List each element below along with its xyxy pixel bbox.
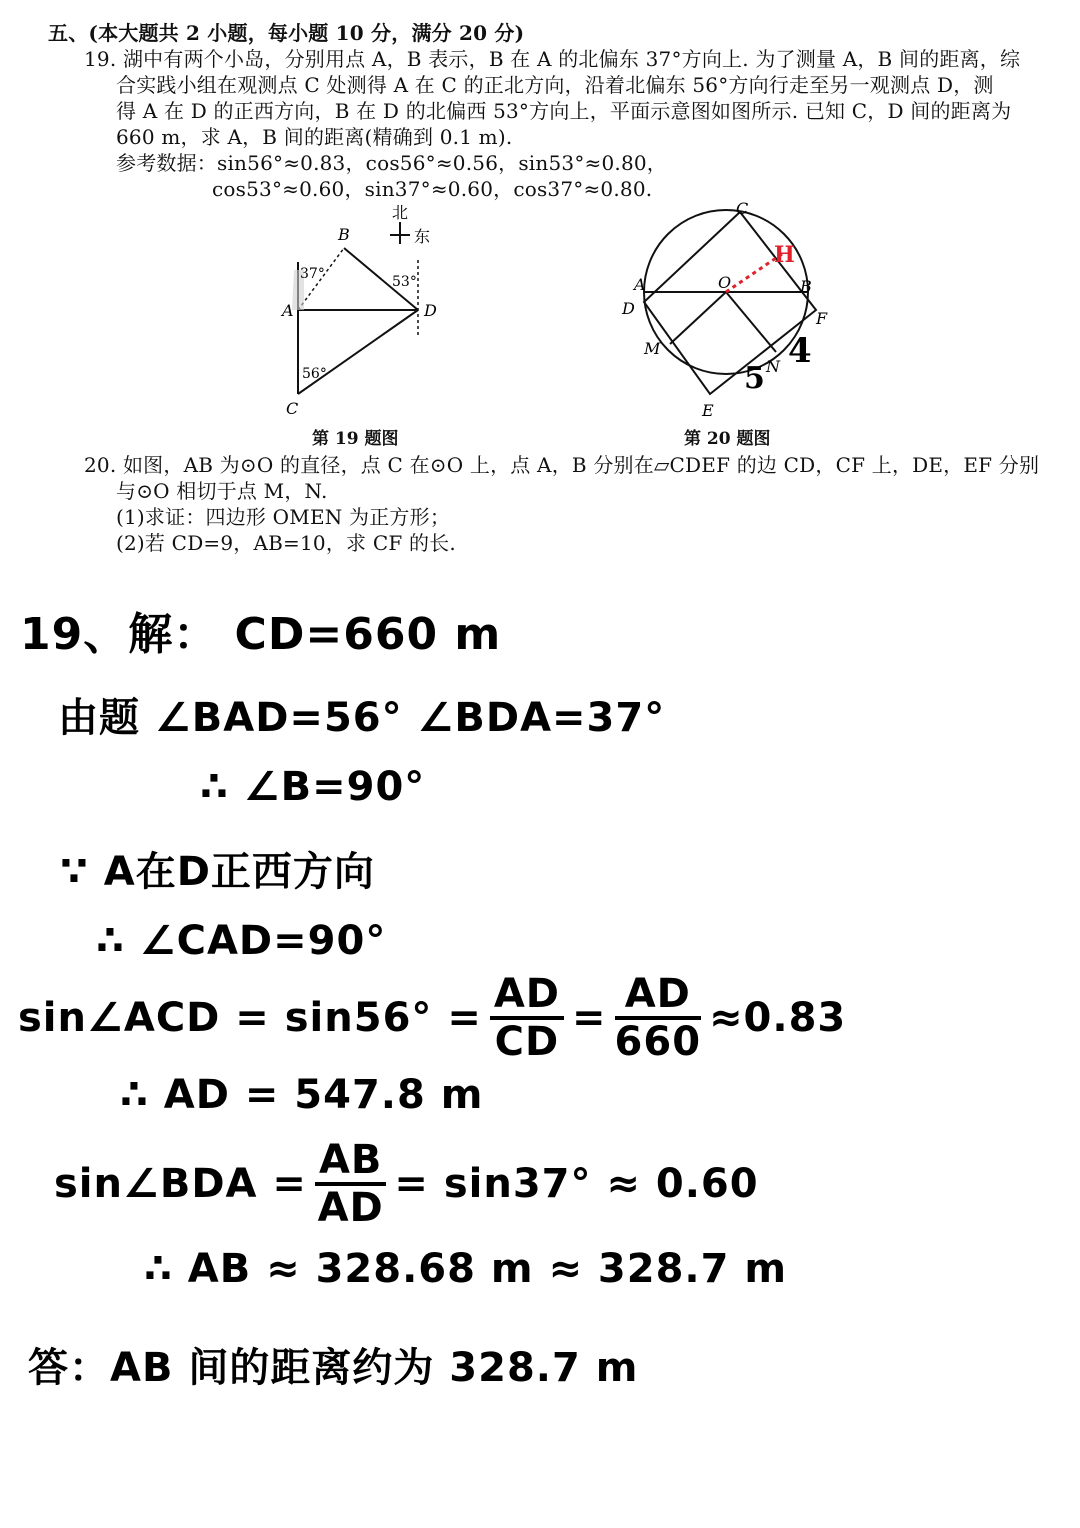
- annotation-H-label: H: [774, 242, 795, 268]
- fraction-denominator: CD: [494, 1019, 560, 1065]
- point-D-label: D: [622, 299, 635, 318]
- fraction-numerator: AD: [615, 972, 702, 1020]
- q19-line: 660 m，求 A，B 间的距离(精确到 0.1 m).: [116, 125, 513, 149]
- point-F-label: F: [816, 309, 828, 328]
- solution-line-7: ∴ AD = 547.8 m: [120, 1072, 484, 1118]
- solution-line-6-left: sin∠ACD = sin56° =: [18, 995, 482, 1041]
- q19-line: 合实践小组在观测点 C 处测得 A 在 C 的正北方向，沿着北偏东 56°方向行走至另一观测点 D，测: [116, 73, 994, 97]
- handwritten-mark-5: 5: [744, 361, 765, 396]
- point-D-label: D: [424, 301, 437, 320]
- angle-56-label: 56°: [302, 366, 327, 382]
- solution-line-8-left: sin∠BDA =: [54, 1161, 307, 1207]
- point-C-label: C: [736, 199, 749, 218]
- compass-east-label: 东: [414, 227, 431, 246]
- solution-answer: 答：AB 间的距离约为 328.7 m: [28, 1345, 639, 1391]
- figure-19: [270, 200, 470, 420]
- point-A-label: A: [634, 275, 646, 294]
- point-B-label: B: [338, 225, 350, 244]
- solution-line-8-right: = sin37° ≈ 0.60: [394, 1161, 759, 1207]
- q20-line: 20. 如图，AB 为⊙O 的直径，点 C 在⊙O 上，点 A，B 分别在▱CDEF 的边 CD，CF 上，DE，EF 分别: [84, 453, 1040, 477]
- fraction-numerator: AB: [315, 1138, 386, 1186]
- angle-37-label: 37°: [300, 266, 325, 282]
- figure-19-caption: 第 19 题图: [312, 429, 399, 449]
- fraction-denominator: AD: [317, 1185, 384, 1231]
- q20-subquestion: (2)若 CD=9，AB=10，求 CF 的长.: [116, 531, 456, 555]
- point-E-label: E: [702, 401, 714, 420]
- section-header: 五、(本大题共 2 小题，每小题 10 分，满分 20 分): [48, 21, 525, 45]
- point-N-label: N: [766, 357, 780, 376]
- point-C-label: C: [286, 399, 299, 418]
- center-O-label: O: [718, 273, 732, 292]
- point-B-label: B: [800, 277, 812, 296]
- solution-line-6-right: ≈0.83: [709, 995, 847, 1041]
- q19-reference-data: cos53°≈0.60，sin37°≈0.60，cos37°≈0.80.: [212, 177, 653, 201]
- equals-sign: =: [572, 995, 607, 1041]
- q20-line: 与⊙O 相切于点 M，N.: [116, 479, 328, 503]
- handwritten-mark-4: 4: [788, 331, 812, 371]
- solution-line-2: 由题 ∠BAD=56° ∠BDA=37°: [58, 695, 666, 741]
- fraction-numerator: AD: [490, 972, 564, 1020]
- solution-line-8: [54, 1134, 759, 1234]
- solution-line-5: ∴ ∠CAD=90°: [96, 918, 387, 964]
- fraction-denominator: 660: [614, 1019, 702, 1065]
- point-A-label: A: [282, 301, 294, 320]
- printed-question-sheet: [0, 0, 1080, 560]
- solution-line-3: ∴ ∠B=90°: [200, 764, 426, 810]
- solution-line-6: [18, 968, 846, 1068]
- point-M-label: M: [644, 339, 661, 358]
- q19-line: 得 A 在 D 的正西方向，B 在 D 的北偏西 53°方向上，平面示意图如图所示. 已知 C，D 间的距离为: [116, 99, 1012, 123]
- figure-20: [610, 196, 850, 426]
- fraction-ab-over-ad: [315, 1138, 386, 1230]
- solution-line-1: 19、解： CD=660 m: [20, 609, 502, 660]
- compass-north-label: 北: [392, 203, 409, 222]
- fraction-ad-over-cd: [490, 972, 564, 1064]
- solution-line-4: ∵ A在D正西方向: [60, 849, 375, 895]
- angle-53-label: 53°: [392, 274, 417, 290]
- figure-20-caption: 第 20 题图: [684, 429, 771, 449]
- solution-line-9: ∴ AB ≈ 328.68 m ≈ 328.7 m: [144, 1246, 788, 1292]
- q19-reference-data: 参考数据：sin56°≈0.83，cos56°≈0.56，sin53°≈0.80，: [116, 151, 668, 175]
- q20-subquestion: (1)求证：四边形 OMEN 为正方形；: [116, 505, 451, 529]
- fraction-ad-over-660: [615, 972, 702, 1064]
- q19-line: 19. 湖中有两个小岛，分别用点 A，B 表示，B 在 A 的北偏东 37°方向上. 为了测量 A，B 间的距离，综: [84, 47, 1021, 71]
